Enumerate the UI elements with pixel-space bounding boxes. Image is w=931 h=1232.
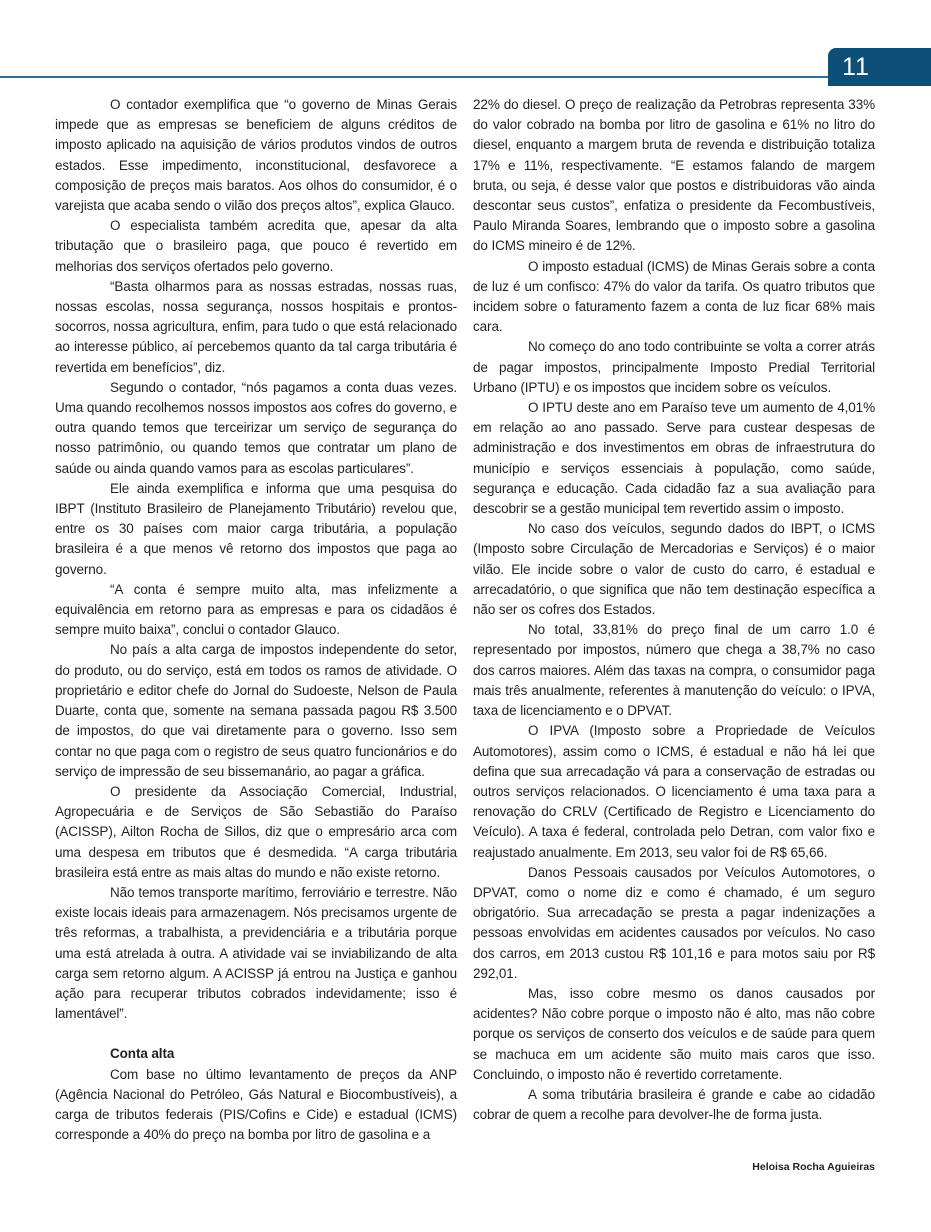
header-rule bbox=[0, 76, 840, 78]
paragraph: Danos Pessoais causados por Veículos Automotores, o DPVAT, como o nome diz e como é chamado, é um seguro obrigatório. Sua arrecadação se presta a pagar indenizações a pessoas envolvidas em acidentes causados por veículos. No caso dos carros, em 2013 custou R$ 101,16 e para motos saiu por R$ 292,01. bbox=[473, 864, 875, 981]
paragraph: O imposto estadual (ICMS) de Minas Gerais sobre a conta de luz é um confisco: 47% do valor da tarifa. Os quatro tributos que incidem sobre o faturamento fazem a conta de luz ficar 68% mais cara. bbox=[473, 258, 875, 335]
paragraph: No começo do ano todo contribuinte se volta a correr atrás de pagar impostos, principalmente Imposto Predial Territorial Urbano (IPTU) e os impostos que incidem sobre os veículos. bbox=[473, 339, 875, 395]
paragraph: A soma tributária brasileira é grande e cabe ao cidadão cobrar de quem a recolhe para devolver-lhe de forma justa. bbox=[473, 1086, 875, 1123]
paragraph: O contador exemplifica que “o governo de Minas Gerais impede que as empresas se beneficiem de alguns créditos de imposto aplicado na aquisição de vários produtos vindos de outros estados. Esse impedimento, inconstitucional, desfavorece a composição de preços mais baratos. Aos olhos do consumidor, é o varejista que acaba sendo o vilão dos preços altos”, explica Glauco. bbox=[55, 97, 457, 214]
paragraph: Segundo o contador, “nós pagamos a conta duas vezes. Uma quando recolhemos nossos impostos aos cofres do governo, e outra quando temos que terceirizar um serviço de segurança do nosso patrimônio, ou quando temos que contratar um plano de saúde ou ainda quando vamos para as escolas particulares”. bbox=[55, 379, 457, 476]
paragraph: No país a alta carga de impostos independente do setor, do produto, ou do serviço, está em todos os ramos de atividade. O proprietário e editor chefe do Jornal do Sudoeste, Nelson de Paula Duarte, conta que, somente na semana passada pagou R$ 3.500 de impostos, do que vai diretamente para o governo. Isso sem contar no que paga com o registro de seus quatro funcionários e do serviço de impressão de seu bissemanário, ao pagar a gráfica. bbox=[55, 642, 457, 779]
paragraph: Mas, isso cobre mesmo os danos causados por acidentes? Não cobre porque o imposto não é alto, mas não cobre porque os serviços de conserto dos veículos e de saúde para quem se machuca em um acidente são muito mais caros que isso. Concluindo, o imposto não é revertido corretamente. bbox=[473, 985, 875, 1082]
paragraph: “Basta olharmos para as nossas estradas, nossas ruas, nossas escolas, nossa segurança, nossos hospitais e prontos-socorros, nossa agricultura, enfim, para tudo o que está relacionado ao interesse público, aí percebemos quanto da tal carga tributária é revertida em benefícios”, diz. bbox=[55, 278, 457, 375]
paragraph: O presidente da Associação Comercial, Industrial, Agropecuária e de Serviços de São Sebastião do Paraíso (ACISSP), Ailton Rocha de Sillos, diz que o empresário arca com uma despesa em tributos que é desmedida. “A carga tributária brasileira está entre as mais altas do mundo e não existe retorno. bbox=[55, 783, 457, 880]
paragraph: No total, 33,81% do preço final de um carro 1.0 é representado por impostos, número que chega a 38,7% no caso dos carros maiores. Além das taxas na compra, o consumidor paga mais três anualmente, referentes à manutenção do veículo: o IPVA, taxa de licenciamento e o DPVAT. bbox=[473, 622, 875, 719]
page-number-tab bbox=[828, 48, 931, 86]
paragraph: No caso dos veículos, segundo dados do IBPT, o ICMS (Imposto sobre Circulação de Mercadorias e Serviços) é o maior vilão. Ele incide sobre o valor de custo do carro, é estadual e arrecadatório, o que significa que não tem destinação específica a não ser os cofres dos Estados. bbox=[473, 521, 875, 618]
paragraph-continuation: 22% do diesel. O preço de realização da Petrobras representa 33% do valor cobrado na bomba por litro de gasolina e 61% no litro do diesel, enquanto a margem bruta de revenda e distribuição totaliza 17% e 11%, respectivamente. “E estamos falando de margem bruta, ou seja, é desse valor que postos e distribuidoras vão ainda descontar seus custos”, enfatiza o presidente da Fecombustíveis, Paulo Miranda Soares, lembrando que o imposto sobre a gasolina do ICMS mineiro é de 12%. bbox=[473, 97, 875, 254]
section-subheading: Conta alta bbox=[110, 1046, 175, 1062]
paragraph: Com base no último levantamento de preços da ANP (Agência Nacional do Petróleo, Gás Natural e Biocombustíveis), a carga de tributos federais (PIS/Cofins e Cide) e estadual (ICMS) corresponde a 40% do preço na bomba por litro de gasolina e a bbox=[55, 1066, 457, 1143]
author-byline: Heloisa Rocha Aguieiras bbox=[752, 1161, 875, 1173]
paragraph: O IPTU deste ano em Paraíso teve um aumento de 4,01% em relação ao ano passado. Serve para custear despesas de administração e dos investimentos em obras de infraestrutura do município e serviços essenciais à população, como saúde, segurança e educação. Cada cidadão faz a sua avaliação para descobrir se a gestão municipal tem revertido assim o imposto. bbox=[473, 400, 875, 517]
paragraph: Não temos transporte marítimo, ferroviário e terrestre. Não existe locais ideais para armazenagem. Nós precisamos urgente de três reformas, a trabalhista, a previdenciária e a tributária porque uma está atrelada à outra. A atividade vai se inviabilizando de alta carga sem retorno algum. A ACISSP já entrou na Justiça e ganhou ação para recuperar tributos cobrados indevidamente; isso é lamentável”. bbox=[55, 884, 457, 1022]
paragraph: O IPVA (Imposto sobre a Propriedade de Veículos Automotores), assim como o ICMS, é estadual e não há lei que defina que sua arrecadação vá para a conservação de estradas ou outros serviços relacionados. O licenciamento é uma taxa para a renovação do CRLV (Certificado de Registro e Licenciamento do Veículo). A taxa é federal, controlada pelo Detran, com valor fixo e reajustado anualmente. Em 2013, seu valor foi de R$ 65,66. bbox=[473, 723, 875, 860]
paragraph: Ele ainda exemplifica e informa que uma pesquisa do IBPT (Instituto Brasileiro de Planejamento Tributário) revelou que, entre os 30 países com maior carga tributária, a população brasileira é a que menos vê retorno dos impostos que paga ao governo. bbox=[55, 480, 457, 577]
paragraph: O especialista também acredita que, apesar da alta tributação que o brasileiro paga, que pouco é revertido em melhorias dos serviços ofertados pelo governo. bbox=[55, 218, 457, 274]
paragraph: “A conta é sempre muito alta, mas infelizmente a equivalência em retorno para as empresas e para os cidadãos é sempre muito baixa”, conclui o contador Glauco. bbox=[55, 581, 457, 638]
left-column bbox=[55, 95, 457, 1145]
page-number: 11 bbox=[842, 53, 870, 81]
right-column bbox=[473, 95, 875, 1125]
